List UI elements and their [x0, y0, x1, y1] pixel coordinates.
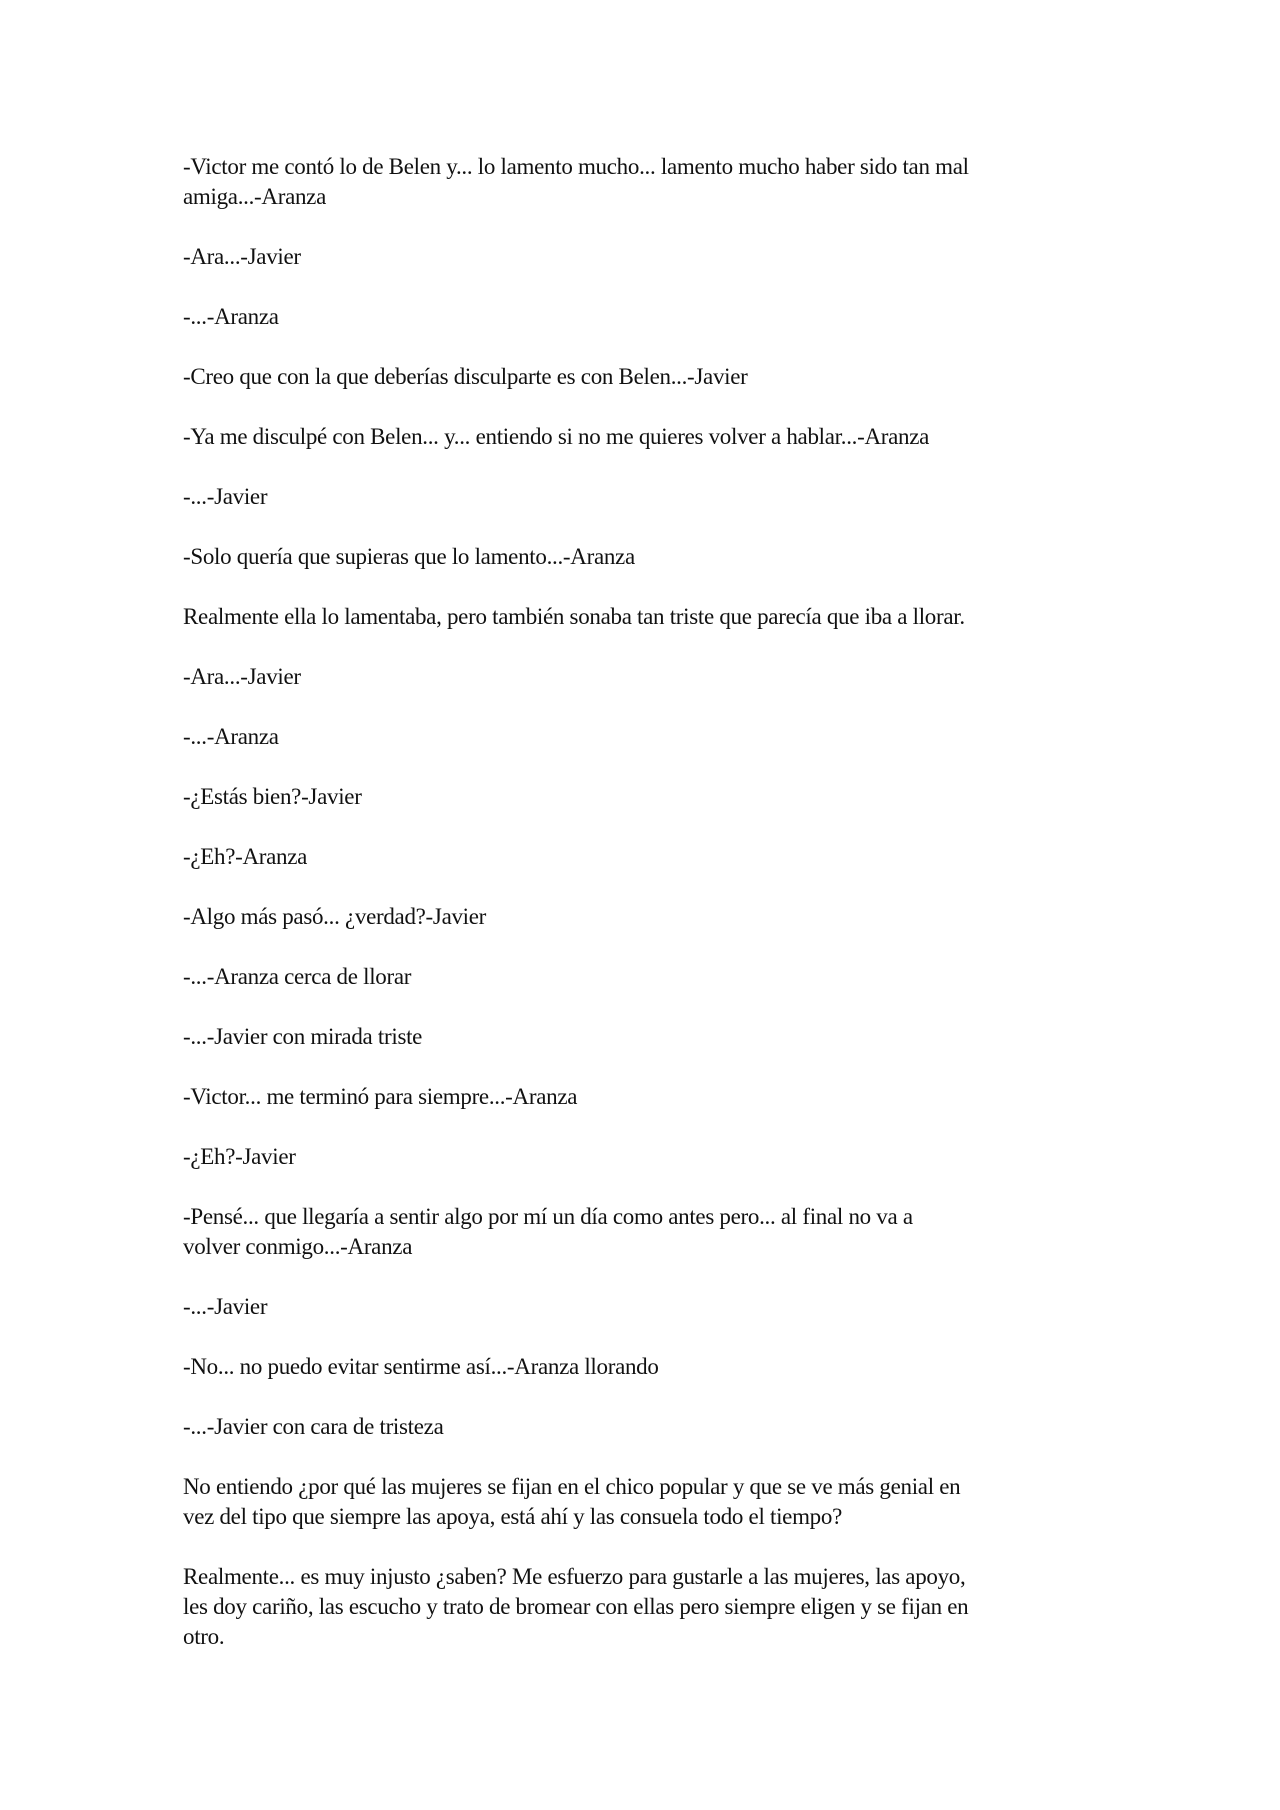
document-page	[183, 152, 1123, 1682]
text-line: -Solo quería que supieras que lo lamento...-Aranza	[183, 544, 635, 569]
paragraph	[183, 482, 1123, 512]
paragraph	[183, 242, 1123, 272]
text-line: -...-Javier	[183, 1294, 268, 1319]
text-line: -...-Javier con cara de tristeza	[183, 1414, 444, 1439]
text-line: Realmente ella lo lamentaba, pero también sonaba tan triste que parecía que iba a llorar.	[183, 604, 965, 629]
text-line: vez del tipo que siempre las apoya, está ahí y las consuela todo el tiempo?	[183, 1504, 842, 1529]
text-line: -...-Aranza	[183, 724, 279, 749]
paragraph	[183, 722, 1123, 752]
text-line: -Ya me disculpé con Belen... y... entiendo si no me quieres volver a hablar...-Aranza	[183, 424, 930, 449]
paragraph	[183, 962, 1123, 992]
paragraph	[183, 1082, 1123, 1112]
paragraph	[183, 662, 1123, 692]
paragraph	[183, 1472, 1123, 1532]
paragraph	[183, 1352, 1123, 1382]
text-line: -Creo que con la que deberías disculparte es con Belen...-Javier	[183, 364, 748, 389]
paragraph	[183, 1412, 1123, 1442]
paragraph	[183, 362, 1123, 392]
paragraph	[183, 782, 1123, 812]
paragraph	[183, 1022, 1123, 1052]
text-line: -¿Estás bien?-Javier	[183, 784, 362, 809]
text-line: -Pensé... que llegaría a sentir algo por mí un día como antes pero... al final no va a	[183, 1204, 913, 1229]
text-line: otro.	[183, 1624, 225, 1649]
paragraph	[183, 422, 1123, 452]
paragraph	[183, 902, 1123, 932]
text-line: -...-Javier con mirada triste	[183, 1024, 423, 1049]
paragraph	[183, 152, 1123, 212]
text-line: -Victor... me terminó para siempre...-Aranza	[183, 1084, 578, 1109]
text-line: volver conmigo...-Aranza	[183, 1234, 413, 1259]
paragraph	[183, 302, 1123, 332]
text-line: -No... no puedo evitar sentirme así...-Aranza llorando	[183, 1354, 659, 1379]
text-line: -¿Eh?-Javier	[183, 1144, 296, 1169]
text-line: -¿Eh?-Aranza	[183, 844, 308, 869]
text-line: -Algo más pasó... ¿verdad?-Javier	[183, 904, 487, 929]
text-line: -Ara...-Javier	[183, 664, 301, 689]
text-line: -...-Aranza cerca de llorar	[183, 964, 412, 989]
paragraph	[183, 1202, 1123, 1262]
text-line: amiga...-Aranza	[183, 184, 327, 209]
paragraph	[183, 1142, 1123, 1172]
text-line: -Victor me contó lo de Belen y... lo lamento mucho... lamento mucho haber sido tan mal	[183, 154, 969, 179]
paragraph	[183, 842, 1123, 872]
paragraph	[183, 542, 1123, 572]
paragraph	[183, 602, 1123, 632]
text-line: Realmente... es muy injusto ¿saben? Me esfuerzo para gustarle a las mujeres, las apoyo,	[183, 1564, 966, 1589]
paragraph	[183, 1292, 1123, 1322]
text-line: -...-Javier	[183, 484, 268, 509]
paragraph	[183, 1562, 1123, 1652]
text-line: les doy cariño, las escucho y trato de bromear con ellas pero siempre eligen y se fijan en	[183, 1594, 969, 1619]
text-line: -...-Aranza	[183, 304, 279, 329]
text-line: -Ara...-Javier	[183, 244, 301, 269]
text-line: No entiendo ¿por qué las mujeres se fijan en el chico popular y que se ve más genial en	[183, 1474, 961, 1499]
